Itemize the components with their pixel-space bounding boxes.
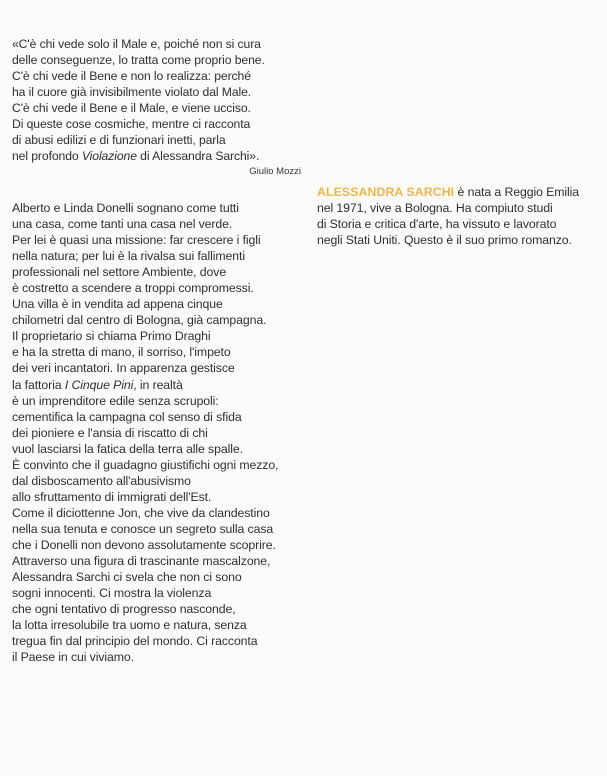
synopsis-line: Alberto e Linda Donelli sognano come tutti bbox=[12, 201, 239, 215]
bio-first-line-rest: è nata a Reggio Emilia bbox=[454, 185, 580, 199]
synopsis-line: dal disboscamento all'abusivismo bbox=[12, 473, 191, 488]
bio-line: negli Stati Uniti. Questo è il suo primo romanzo. bbox=[317, 233, 572, 248]
bio-line: di Storia e critica d'arte, ha vissuto e lavorato bbox=[317, 217, 557, 232]
quote-line: C'è chi vede il Bene e il Male, e viene ucciso. bbox=[12, 101, 251, 115]
synopsis bbox=[12, 200, 302, 665]
quote-line: Di queste cose cosmiche, mentre ci racconta bbox=[12, 117, 251, 131]
bio-line: nel 1971, vive a Bologna. Ha compiuto studi bbox=[317, 201, 553, 216]
synopsis-line: sogni innocenti. Ci mostra la violenza bbox=[12, 586, 212, 601]
bio-lines bbox=[317, 200, 603, 248]
synopsis-line: Come il diciottenne Jon, che vive da clandestino bbox=[12, 505, 270, 520]
synopsis-line: chilometri dal centro di Bologna, già campagna. bbox=[12, 313, 267, 328]
quote-attribution: Giulio Mozzi bbox=[249, 166, 301, 177]
quote-line: ha il cuore già invisibilmente violato dal Male. bbox=[12, 85, 252, 99]
synopsis-line: il Paese in cui viviamo. bbox=[12, 650, 134, 665]
farm-prefix: la fattoria bbox=[12, 377, 65, 392]
author-bio bbox=[317, 184, 603, 248]
synopsis-line: e ha la stretta di mano, il sorriso, l'impeto bbox=[12, 345, 231, 360]
synopsis-line: è un imprenditore edile senza scrupoli: bbox=[12, 393, 219, 408]
synopsis-line: nella sua tenuta e conosce un segreto sulla casa bbox=[12, 521, 274, 536]
synopsis-line: dei pioniere e l'ansia di riscatto di chi bbox=[12, 425, 208, 440]
synopsis-line: professionali nel settore Ambiente, dove bbox=[12, 265, 227, 280]
synopsis-part-a bbox=[12, 200, 302, 377]
bio-first-line bbox=[317, 184, 603, 200]
quote-lines bbox=[12, 36, 297, 148]
synopsis-line: tregua fin dal principio del mondo. Ci racconta bbox=[12, 634, 258, 649]
quote-last-line bbox=[12, 148, 297, 164]
synopsis-part-b bbox=[12, 393, 302, 666]
synopsis-line: è costretto a scendere a troppi compromessi. bbox=[12, 281, 254, 296]
synopsis-line: Attraverso una figura di trascinante mascalzone, bbox=[12, 554, 271, 569]
synopsis-line: la lotta irresolubile tra uomo e natura, senza bbox=[12, 618, 247, 633]
quote-last-suffix: di Alessandra Sarchi». bbox=[136, 149, 260, 163]
quote-line: delle conseguenze, lo tratta come proprio bene. bbox=[12, 53, 265, 67]
synopsis-line: che ogni tentativo di progresso nasconde, bbox=[12, 602, 236, 617]
synopsis-line: allo sfruttamento di immigrati dell'Est. bbox=[12, 489, 212, 504]
synopsis-line: Una villa è in vendita ad appena cinque bbox=[12, 297, 223, 312]
quote-last-prefix: nel profondo bbox=[12, 149, 82, 163]
synopsis-line: che i Donelli non devono assolutamente scoprire. bbox=[12, 537, 276, 552]
synopsis-line: una casa, come tanti una casa nel verde. bbox=[12, 217, 233, 232]
farm-name: I Cinque Pini bbox=[64, 377, 134, 392]
book-title: Violazione bbox=[81, 149, 137, 163]
quote-line: «C'è chi vede solo il Male e, poiché non si cura bbox=[12, 37, 261, 51]
synopsis-line: Per lei è quasi una missione: far crescere i figli bbox=[12, 233, 261, 248]
synopsis-line: Alessandra Sarchi ci svela che non ci sono bbox=[12, 570, 242, 585]
synopsis-farm-line bbox=[12, 377, 302, 393]
synopsis-line: vuol lasciarsi la fatica della terra alle spalle. bbox=[12, 441, 243, 456]
synopsis-line: È convinto che il guadagno giustifichi ogni mezzo, bbox=[12, 457, 279, 472]
synopsis-line: cementifica la campagna col senso di sfida bbox=[12, 409, 242, 424]
quote-line: di abusi edilizi e di funzionari inetti, parla bbox=[12, 133, 226, 147]
synopsis-line: dei veri incantatori. In apparenza gestisce bbox=[12, 361, 235, 376]
synopsis-line: nella natura; per lui è la rivalsa sui fallimenti bbox=[12, 249, 245, 264]
author-name: ALESSANDRA SARCHI bbox=[317, 185, 455, 199]
blurb-quote bbox=[12, 36, 297, 164]
quote-line: C'è chi vede il Bene e non lo realizza: perché bbox=[12, 69, 251, 83]
synopsis-line: Il proprietario si chiama Primo Draghi bbox=[12, 329, 211, 344]
farm-suffix: , in realtà bbox=[133, 377, 183, 392]
